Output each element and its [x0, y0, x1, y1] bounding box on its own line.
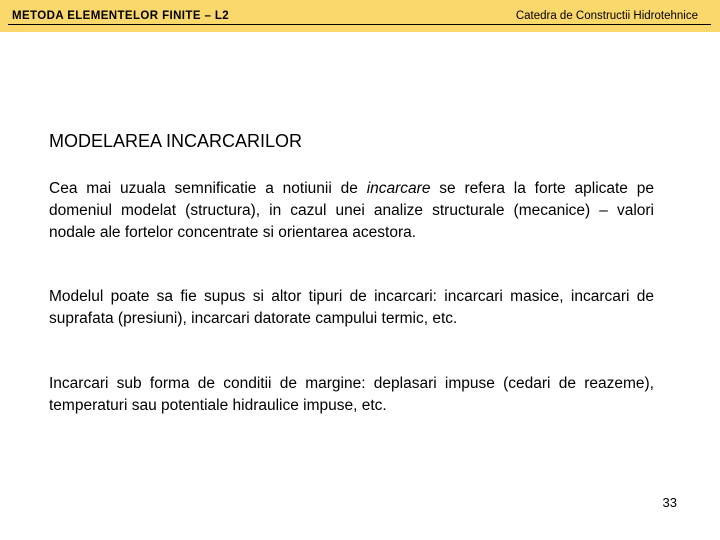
header-bar: [0, 0, 720, 32]
paragraph-boundary-conditions: Incarcari sub forma de conditii de margine: deplasari impuse (cedari de reazeme), temperaturi sau potentiale hidraulice impuse, etc.: [49, 375, 654, 414]
slide-title: MODELAREA INCARCARILOR: [49, 131, 303, 151]
emphasized-term: incarcare: [366, 180, 431, 197]
course-title: METODA ELEMENTELOR FINITE – L2: [12, 10, 230, 22]
department-name: Catedra de Constructii Hidrotehnice: [515, 10, 698, 22]
paragraph-1-end: se refera la forte aplicate pe domeniul modelat (structura), in cazul unei analize structurale (mecanice) – valori nodale ale fortelor concentrate si orientarea acestora.: [49, 180, 654, 241]
page-number: 33: [662, 495, 677, 510]
header-divider: [8, 24, 711, 25]
paragraph-load-types: Modelul poate sa fie supus si altor tipuri de incarcari: incarcari masice, incarcari de suprafata (presiuni), incarcari datorate campului termic, etc.: [49, 288, 654, 327]
paragraph-load-definition: [49, 178, 654, 244]
paragraph-1-start: Cea mai uzuala semnificatie a notiunii de: [49, 180, 367, 197]
